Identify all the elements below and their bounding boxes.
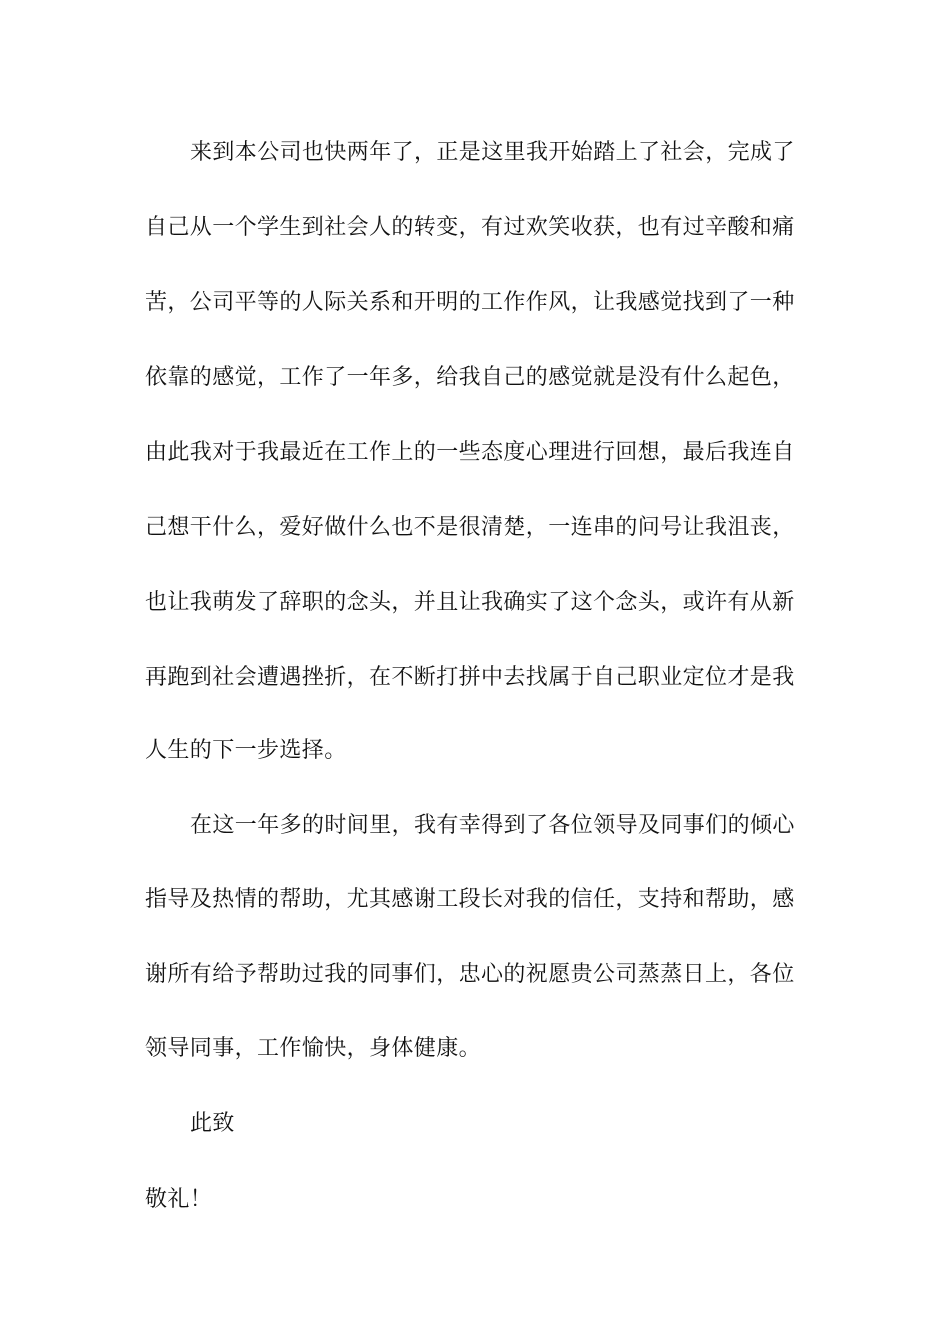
paragraph-1-line-5: 由此我对于我最近在工作上的一些态度心理进行回想，最后我连自 (145, 440, 795, 465)
paragraph-1-line-6: 己想干什么，爱好做什么也不是很清楚，一连串的问号让我沮丧， (145, 515, 795, 540)
paragraph-1-line-9: 人生的下一步选择。 (145, 738, 347, 763)
paragraph-1-line-8: 再跑到社会遭遇挫折，在不断打拼中去找属于自己职业定位才是我 (145, 665, 795, 690)
closing-regards: 敬礼！ (145, 1187, 213, 1212)
paragraph-2-line-1: 在这一年多的时间里，我有幸得到了各位领导及同事们的倾心 (190, 813, 795, 838)
paragraph-2-line-3: 谢所有给予帮助过我的同事们，忠心的祝愿贵公司蒸蒸日上，各位 (145, 962, 795, 987)
paragraph-2-line-2: 指导及热情的帮助，尤其感谢工段长对我的信任，支持和帮助，感 (145, 887, 795, 912)
paragraph-1-line-2: 自己从一个学生到社会人的转变，有过欢笑收获，也有过辛酸和痛 (145, 215, 795, 240)
paragraph-1-line-4: 依靠的感觉，工作了一年多，给我自己的感觉就是没有什么起色， (145, 365, 795, 390)
closing-salutation: 此致 (190, 1111, 235, 1136)
paragraph-1-line-3: 苦，公司平等的人际关系和开明的工作作风，让我感觉找到了一种 (145, 290, 795, 315)
paragraph-1-line-7: 也让我萌发了辞职的念头，并且让我确实了这个念头，或许有从新 (145, 590, 795, 615)
paragraph-1-line-1: 来到本公司也快两年了，正是这里我开始踏上了社会，完成了 (190, 140, 795, 165)
paragraph-2-line-4: 领导同事，工作愉快，身体健康。 (145, 1036, 482, 1061)
